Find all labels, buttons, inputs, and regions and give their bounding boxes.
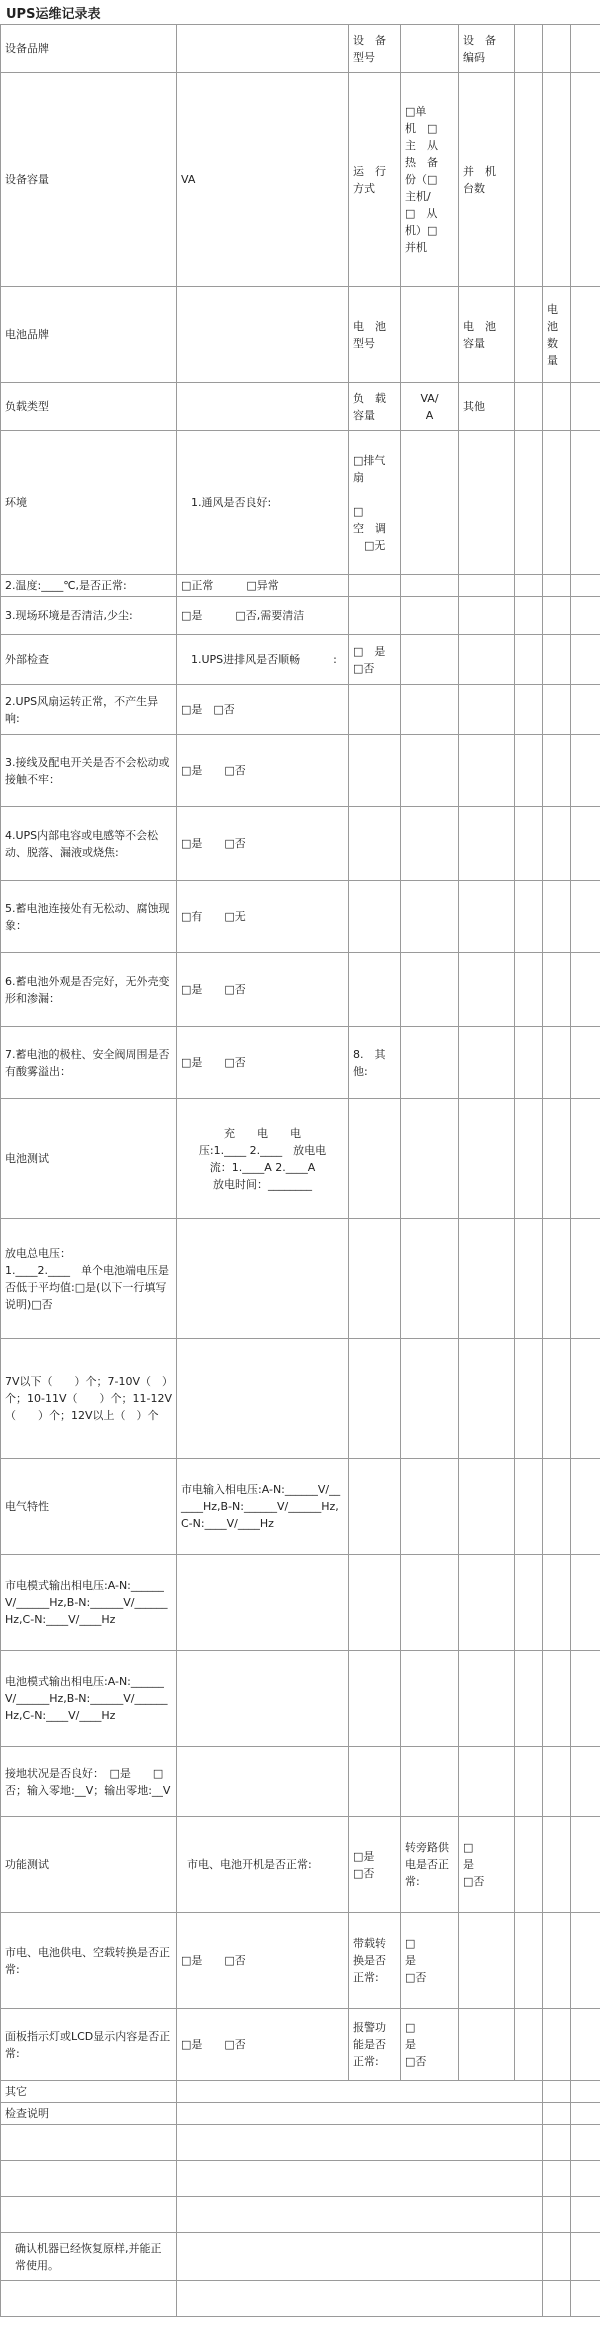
row-blank-4: [1, 2281, 600, 2317]
device-model-value[interactable]: [401, 25, 459, 73]
load-type-label: 负载类型: [1, 383, 177, 431]
connection-options[interactable]: □有 □无: [177, 881, 349, 953]
row-load-type: [1, 383, 600, 431]
row-notes: [1, 2103, 600, 2125]
load-other-value[interactable]: [515, 383, 543, 431]
exterior-label: 外部检查: [1, 635, 177, 685]
ventilation-question: 1.通风是否良好:: [177, 431, 349, 575]
row-battery-appearance: [1, 953, 600, 1027]
device-model-label: 设 备 型号: [353, 33, 386, 64]
row-battery-output: [1, 1651, 600, 1747]
run-mode-options[interactable]: □单 机 □ 主 从 热 备 份（□ 主机/ □ 从 机）□ 并机: [405, 105, 438, 254]
page-title: UPS运维记录表: [6, 7, 101, 22]
confirm-signature[interactable]: [177, 2233, 543, 2281]
device-brand-value[interactable]: [177, 25, 349, 73]
acid-question: 7.蓄电池的极柱、安全阀周围是否有酸雾溢出：: [1, 1027, 177, 1099]
acid-options[interactable]: □是 □否: [177, 1027, 349, 1099]
discharge-fields[interactable]: 放电总电压： 1.____2.____ 单个电池端电压是否低于平均值:□是(以下一行填写说明)□否: [5, 1246, 169, 1311]
airflow-options[interactable]: □ 是 □否: [353, 644, 386, 675]
load-transfer-question: 带载转换是否正常:: [349, 1913, 401, 2009]
load-capacity-label: 负 载 容量: [353, 391, 386, 422]
electrical-label: 电气特性: [1, 1459, 177, 1555]
connection-question: 5.蓄电池连接处有无松动、腐蚀现象：: [1, 881, 177, 953]
charge-fields[interactable]: 充 电 电 压:1.____ 2.____ 放电电 流：1.____A 2.____A 放电时间：________: [198, 1126, 327, 1191]
parallel-units-value[interactable]: [515, 73, 543, 287]
function-test-label: 功能测试: [1, 1817, 177, 1913]
load-other-label: 其他: [459, 383, 515, 431]
row-blank-2: [1, 2161, 600, 2197]
row-exterior: [1, 635, 600, 685]
row-blank-1: [1, 2125, 600, 2161]
battery-model-value[interactable]: [401, 287, 459, 383]
row-cleanliness: [1, 597, 600, 635]
airflow-question: 1.UPS进排风是否顺畅 :: [177, 635, 349, 685]
temperature-question: 2.温度:____℃,是否正常:: [1, 575, 177, 597]
load-type-value[interactable]: [177, 383, 349, 431]
ventilation-options[interactable]: □排气 扇 □ 空 调 □无: [353, 453, 386, 552]
internal-options[interactable]: □是 □否: [177, 807, 349, 881]
battery-test-label: 电池测试: [1, 1099, 177, 1219]
row-temperature: [1, 575, 600, 597]
row-device-brand: [1, 25, 600, 73]
row-function-test: [1, 1817, 600, 1913]
battery-output-voltage[interactable]: 电池模式输出相电压:A-N:______V/______Hz,B-N:______V/______Hz,C-N:____V/____Hz: [1, 1651, 177, 1747]
grounding-fields[interactable]: 接地状况是否良好： □是 □否；输入零地:__V；输出零地:__V: [1, 1747, 177, 1817]
row-other: [1, 2081, 600, 2103]
notes-label: 检查说明: [1, 2103, 177, 2125]
other-value[interactable]: [401, 1027, 459, 1099]
cleanliness-question: 3.现场环境是否清洁,少尘:: [1, 597, 177, 635]
load-transfer-options[interactable]: □ 是 □否: [405, 1937, 427, 1984]
battery-count-label: 电 池 数 量: [547, 302, 558, 367]
bypass-options[interactable]: □ 是 □否: [463, 1841, 485, 1888]
battery-model-label: 电 池 型号: [353, 319, 386, 350]
wiring-question: 3.接线及配电开关是否不会松动或接触不牢：: [1, 735, 177, 807]
battery-capacity-label: 电 池 容量: [463, 319, 496, 350]
alarm-question: 报警功能是否正常:: [349, 2009, 401, 2081]
battery-count-value[interactable]: [571, 287, 600, 383]
appearance-question: 6.蓄电池外观是否完好，无外壳变形和渗漏：: [1, 953, 177, 1027]
row-acid-mist: [1, 1027, 600, 1099]
panel-question: 面板指示灯或LCD显示内容是否正常:: [1, 2009, 177, 2081]
row-fan: [1, 685, 600, 735]
alarm-options[interactable]: □ 是 □否: [405, 2021, 427, 2068]
row-internal: [1, 807, 600, 881]
other-section-value[interactable]: [177, 2081, 543, 2103]
row-battery-connection: [1, 881, 600, 953]
row-environment: [1, 431, 600, 575]
panel-options[interactable]: □是 □否: [177, 2009, 349, 2081]
fan-options[interactable]: □是 □否: [177, 685, 349, 735]
parallel-units-label: 并 机 台数: [463, 164, 496, 195]
row-battery-brand: [1, 287, 600, 383]
battery-brand-value[interactable]: [177, 287, 349, 383]
device-code-label: 设 备 编码: [463, 33, 496, 64]
run-mode-label: 运 行 方式: [353, 164, 386, 195]
notes-value[interactable]: [177, 2103, 543, 2125]
other-section-label: 其它: [1, 2081, 177, 2103]
startup-options[interactable]: □是 □否: [353, 1849, 375, 1880]
row-electrical: [1, 1459, 600, 1555]
wiring-options[interactable]: □是 □否: [177, 735, 349, 807]
temperature-options[interactable]: □正常 □异常: [177, 575, 349, 597]
fan-question: 2.UPS风扇运转正常，不产生异响:: [1, 685, 177, 735]
ups-record-table: [0, 24, 600, 2317]
cleanliness-options[interactable]: □是 □否,需要清洁: [177, 597, 349, 635]
row-battery-test: [1, 1099, 600, 1219]
row-panel: [1, 2009, 600, 2081]
mains-output-voltage[interactable]: 市电模式输出相电压:A-N:______V/______Hz,B-N:______V/______Hz,C-N:____V/____Hz: [1, 1555, 177, 1651]
row-voltage-ranges: [1, 1339, 600, 1459]
row-wiring: [1, 735, 600, 807]
device-capacity-unit[interactable]: VA: [177, 73, 349, 287]
battery-brand-label: 电池品牌: [1, 287, 177, 383]
row-blank-3: [1, 2197, 600, 2233]
row-transfer: [1, 1913, 600, 2009]
device-brand-label: 设备品牌: [1, 25, 177, 73]
row-discharge: [1, 1219, 600, 1339]
device-capacity-label: 设备容量: [1, 73, 177, 287]
row-grounding: [1, 1747, 600, 1817]
bypass-question: 转旁路供电是否正常:: [401, 1817, 459, 1913]
appearance-options[interactable]: □是 □否: [177, 953, 349, 1027]
environment-label: 环境: [1, 431, 177, 575]
mains-input-voltage[interactable]: 市电输入相电压:A-N:______V/______Hz,B-N:______V/______Hz,C-N:____V/____Hz: [177, 1459, 349, 1555]
transfer-question: 市电、电池供电、空载转换是否正常:: [1, 1913, 177, 2009]
transfer-options[interactable]: □是 □否: [177, 1913, 349, 2009]
internal-question: 4.UPS内部电容或电感等不会松动、脱落、漏液或烧焦:: [1, 807, 177, 881]
voltage-ranges[interactable]: 7V以下（ ）个；7-10V（ ）个；10-11V（ ）个；11-12V（ ）个；12V以上（ ）个: [1, 1339, 177, 1459]
load-capacity-unit[interactable]: VA/ A: [420, 391, 439, 422]
confirm-statement: 确认机器已经恢复原样,并能正常使用。: [1, 2233, 177, 2281]
row-confirm: [1, 2233, 600, 2281]
other-label: 8. 其 他:: [353, 1047, 386, 1078]
row-mains-output: [1, 1555, 600, 1651]
device-code-value[interactable]: [515, 25, 543, 73]
row-device-capacity: [1, 73, 600, 287]
battery-capacity-value[interactable]: [515, 287, 543, 383]
startup-question: 市电、电池开机是否正常:: [177, 1817, 349, 1913]
